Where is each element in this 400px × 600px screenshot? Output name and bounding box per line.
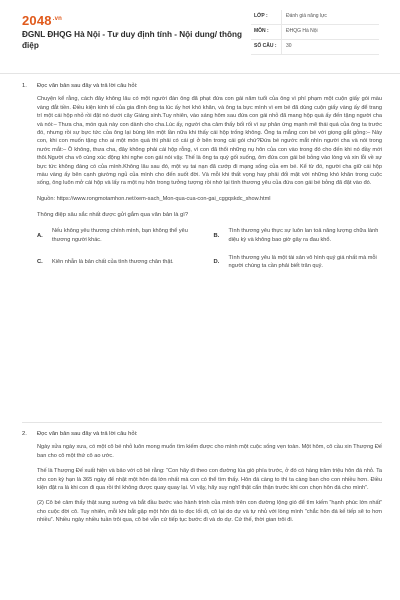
question-instruction: Đọc văn bản sau đây và trả lời câu hỏi:	[37, 83, 138, 89]
meta-key: SỐ CÂU :	[254, 43, 277, 50]
option-letter: C.	[37, 258, 43, 265]
meta-row-class	[251, 10, 379, 25]
question-instruction: Đọc văn bản sau đây và trả lời câu hỏi:	[37, 431, 138, 437]
question-divider	[22, 422, 382, 423]
option-a[interactable]	[37, 227, 206, 244]
question-heading	[22, 430, 382, 438]
logo-text: 2048	[22, 13, 52, 28]
passage-paragraph: Thế là Thượng Đế xuất hiện và bảo với cô bé rằng: “Con hãy đi theo con đường lúa giò phía trước, ở đó có hàng trăm triệu hôn đá nhỏ. Ta cho con kỳ hạn là 365 ngày để nhặt một hôn đá lớn nhất mà con có thể tìm thấy. Hôn đá càng to thì ta càng ban cho con nhiều hơn. Điều kiện đặt ra là khi con đi qua rồi thì không được quay quay lại. Vì vậy, hãy suy nghĩ thật cẩn thận trước khi con chọn hôn đá cho mình”.	[37, 468, 382, 491]
question-body	[22, 443, 382, 524]
question-prompt: Thông điệp sâu sắc nhất được gửi gắm qua văn bản là gì?	[37, 211, 189, 218]
option-text: Kiên nhẫn là bản chất của tình thương chân thật.	[52, 258, 174, 265]
logo-suffix: .vn	[52, 15, 63, 22]
document-title: ĐGNL ĐHQG Hà Nội - Tư duy định tính - Nội dung/ thông điệp	[22, 30, 242, 50]
page-header	[0, 0, 400, 68]
passage-paragraph: (2) Cô bé cảm thấy thật sung sướng và bắt đầu bước vào hành trình của mình trên con đường lộng gió để tìm kiếm “hạnh phúc lớn nhất” cho cuộc đời cô. Tuy nhiên, mỗi khi bắt gặp một hôn đá to đọc lối đi, cô lại do dự và tự nhủ với lòng mình “chắc hôn đá kế tiếp sẽ to hơn nhiều”. Nhiều ngày nhiều tuần trôi qua, cô bé vẫn cứ tiếp tục bước đi và do dự. Cứ thế, thời gian trôi đi.	[37, 500, 382, 524]
question-heading	[22, 82, 382, 90]
question-number: 1.	[22, 83, 27, 89]
option-text: Tình thương yêu là một tài sản vô hình quý giá nhất mà mỗi người chúng ta cần phải biết trân quý.	[228, 254, 377, 270]
site-logo[interactable]	[22, 12, 62, 31]
passage-paragraph: Chuyện kể rằng, cách đây không lâu có một người đàn ông đã phạt đứa con gái năm tuổi của ông vì phí phạm một cuộn giấy gói màu vàng đắt tiền. Điều kiện kinh tế của gia đình ông ta lúc ấy hơi khó khăn, và ông ta bực mình vì em bé đã dùng cuộn giấy vàng ấy để trang trí một cái hộp nhỏ rồi đặt nó dưới cây Giáng sinh.Tuy nhiên, vào sáng hôm sau đứa con gái nhỏ đã mang hộp quà ấy đến tặng người cha và nói:– Thưa cha, món quà này con dành cho cha.Lúc ấy, người cha cảm thấy bối rối vì sự phản ứng mạnh mẽ thái quá của ông ta trước đó, nhưng rồi sự bực tức của ông lại bùng lên một lần nữa khi thấy cái hộp trống không. Ông ta mắng con bé với giọng gắt gỏng:– Này con, khi con muốn tặng cho ai một món quà thì phải có cái gì ở bên trong cái gói chứ?Đứa bé ngước mắt nhìn người cha và nói trong nước mắt:– Ồ không, thưa cha, đây không phải cái hộp rỗng, vì con đã thổi những nụ hôn của con vào trong đó cho đến khi nó đầy mới thôi.Người cha vô cùng xúc động khi nghe con gái nói vậy. Thế là ông ta quỳ gối xuống, ôm đứa con gái bé bỏng vào lòng và xin lỗi về sự bực tức không đáng có của mình.Không lâu sau đó, một vụ tai nạn đã cướp đi mạng sống của em bé. Kể từ đó, người cha giữ cái hộp màu vàng ấy bên cạnh giường ngủ của mình cho đến suốt đời. Và mỗi khi thất vọng hay phải đối mặt với những khó khăn trong cuộc sống, ông luôn mở cái hộp và lấy ra một nụ hôn trong tưởng tượng rồi nhớ lại tình thương yêu của đứa con gái bé bỏng đã đặt vào đó.	[37, 96, 382, 187]
question-body	[22, 95, 382, 270]
meta-key: LỚP :	[254, 13, 268, 20]
meta-row-count	[251, 40, 379, 55]
source-link: Nguồn: https://www.rongmotamhon.net/xem-sach_Mon-qua-cua-con-gai_cggqskdc_show.html	[37, 195, 271, 202]
option-b[interactable]	[214, 227, 383, 244]
option-letter: D.	[213, 258, 220, 265]
meta-key: MÔN :	[254, 28, 269, 35]
answer-options	[37, 227, 382, 271]
header-divider	[0, 73, 400, 74]
meta-value: 30	[281, 40, 379, 55]
question-2	[22, 430, 382, 532]
question-1	[22, 82, 382, 271]
option-text: Tình thương yêu thực sự luôn lan toả năng lượng chữa lành diệu kỳ và không bao giờ gây ra đau khổ.	[228, 228, 379, 243]
option-text: Nếu không yêu thương chính mình, bạn không thể yêu thương người khác.	[52, 228, 188, 243]
option-letter: B.	[213, 232, 220, 239]
meta-table	[251, 10, 379, 55]
option-letter: A.	[37, 232, 43, 239]
meta-row-subject	[251, 25, 379, 40]
passage-paragraph: Ngày xửa ngày xưa, có một cô bé nhỏ luôn mong muốn tìm kiếm được cho mình một cuộc sống vẹn toàn. Một hôm, cô cầu xin Thượng Đế ban cho cô một thứ cô ao ước.	[37, 444, 382, 459]
meta-value: ĐHQG Hà Nội	[281, 25, 379, 40]
option-c[interactable]	[37, 254, 206, 271]
question-number: 2.	[22, 431, 27, 437]
option-d[interactable]	[214, 254, 383, 271]
meta-value: Đánh giá năng lực	[281, 10, 379, 25]
